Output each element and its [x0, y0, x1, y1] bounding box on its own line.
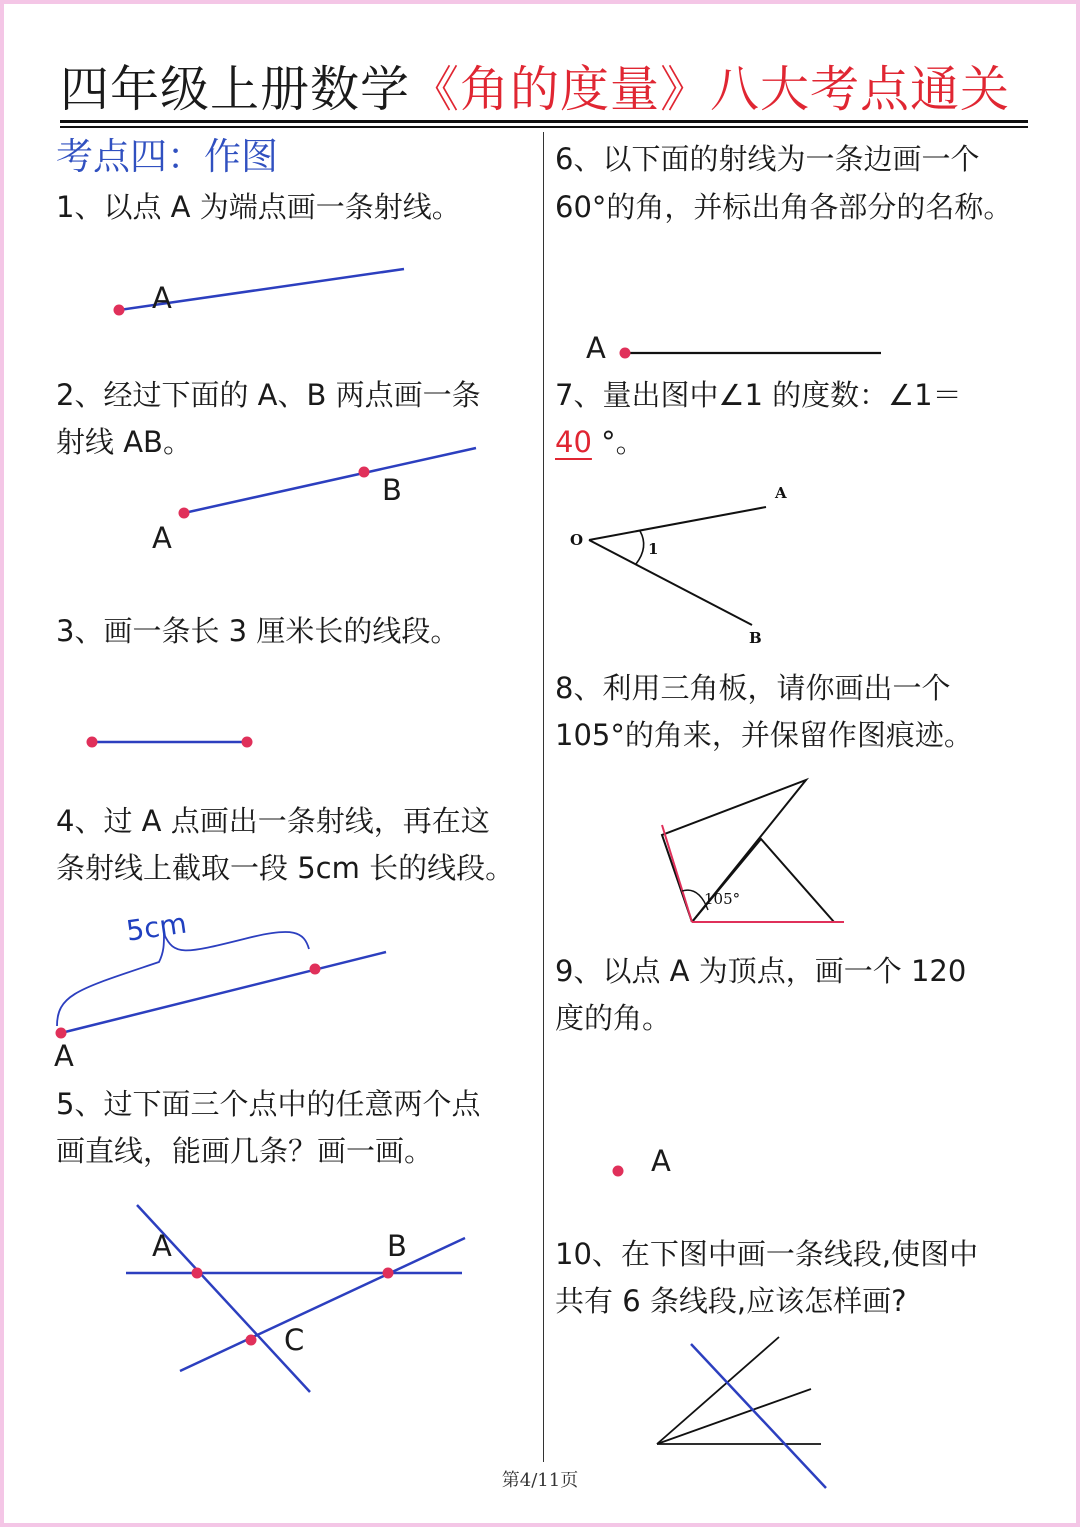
line-bc — [180, 1238, 465, 1371]
point-a — [620, 348, 631, 359]
title-main: 四年级上册数学 — [60, 61, 411, 118]
figures-canvas — [4, 4, 1076, 1523]
figure-7-angle — [570, 484, 787, 647]
label-a: A — [152, 281, 172, 315]
label-b: B — [749, 629, 762, 647]
question-7-answer: 40 — [555, 425, 592, 459]
ray-oa — [589, 507, 766, 540]
section-heading: 考点四：作图 — [56, 135, 278, 178]
label-a: A — [651, 1144, 671, 1178]
question-6-line1: 6、以下面的射线为一条边画一个 — [555, 142, 980, 176]
question-2-line2: 射线 AB。 — [56, 425, 192, 459]
question-8-line2: 105°的角来，并保留作图痕迹。 — [555, 718, 973, 752]
figure-6-ray — [586, 331, 881, 365]
point-a — [56, 1028, 67, 1039]
point-c — [246, 1335, 257, 1346]
set-square-30 — [692, 839, 834, 922]
point-a — [613, 1166, 624, 1177]
label-angle-1: 1 — [648, 540, 659, 558]
middle-segment — [657, 1389, 811, 1444]
length-brace — [57, 932, 309, 1026]
label-o: O — [570, 531, 584, 549]
point-a — [179, 508, 190, 519]
question-7-suffix: °。 — [591, 425, 645, 459]
label-b: B — [382, 473, 402, 507]
segment-endpoint-right — [242, 737, 253, 748]
question-10-line2: 共有 6 条线段,应该怎样画? — [555, 1284, 907, 1318]
angle-arc — [636, 531, 644, 564]
question-8-line1: 8、利用三角板，请你画出一个 — [555, 671, 951, 705]
segment-endpoint — [310, 964, 321, 975]
question-5-line2: 画直线，能画几条？画一画。 — [56, 1134, 434, 1168]
segment-endpoint-left — [87, 737, 98, 748]
label-c: C — [284, 1323, 305, 1357]
question-2-line1: 2、经过下面的 A、B 两点画一条 — [56, 378, 481, 412]
question-6-line2: 60°的角，并标出角各部分的名称。 — [555, 190, 1013, 224]
ray-ab-line — [184, 448, 476, 513]
figure-9-point — [613, 1144, 672, 1178]
question-9-line2: 度的角。 — [555, 1001, 672, 1035]
question-10-line1: 10、在下图中画一条线段,使图中 — [555, 1237, 979, 1271]
figure-3-segment — [87, 737, 253, 748]
question-5-line1: 5、过下面三个点中的任意两个点 — [56, 1087, 481, 1121]
label-a: A — [586, 331, 606, 365]
ray-ob — [589, 540, 752, 625]
question-4-line2: 条射线上截取一段 5cm 长的线段。 — [56, 851, 515, 885]
label-a: A — [152, 1229, 172, 1263]
label-105: 105° — [704, 890, 741, 908]
point-a — [192, 1268, 203, 1279]
title-highlight: 《角的度量》八大考点通关 — [410, 61, 1011, 118]
point-a — [114, 305, 125, 316]
upper-segment — [657, 1337, 779, 1444]
point-b — [383, 1268, 394, 1279]
figure-8-105-angle — [662, 780, 844, 922]
figure-1-ray — [114, 269, 405, 316]
angle-side-line — [662, 825, 692, 922]
question-3: 3、画一条长 3 厘米长的线段。 — [56, 614, 460, 648]
point-b — [359, 467, 370, 478]
ray-line — [61, 952, 386, 1033]
question-7-line1: 7、量出图中∠1 的度数：∠1＝ — [555, 378, 962, 412]
question-9-line1: 9、以点 A 为顶点，画一个 120 — [555, 954, 967, 988]
figure-2-ray-ab — [152, 448, 476, 555]
page-number: 第4/11页 — [501, 1470, 579, 1491]
label-a: A — [54, 1039, 74, 1073]
figure-4-ray-5cm — [54, 907, 386, 1073]
figure-5-three-lines — [126, 1205, 465, 1392]
question-1: 1、以点 A 为端点画一条射线。 — [56, 190, 461, 224]
label-5cm: 5cm — [124, 906, 189, 948]
question-4-line1: 4、过 A 点画出一条射线，再在这 — [56, 804, 490, 838]
label-b: B — [387, 1229, 407, 1263]
label-a: A — [775, 484, 787, 502]
label-a: A — [152, 521, 172, 555]
